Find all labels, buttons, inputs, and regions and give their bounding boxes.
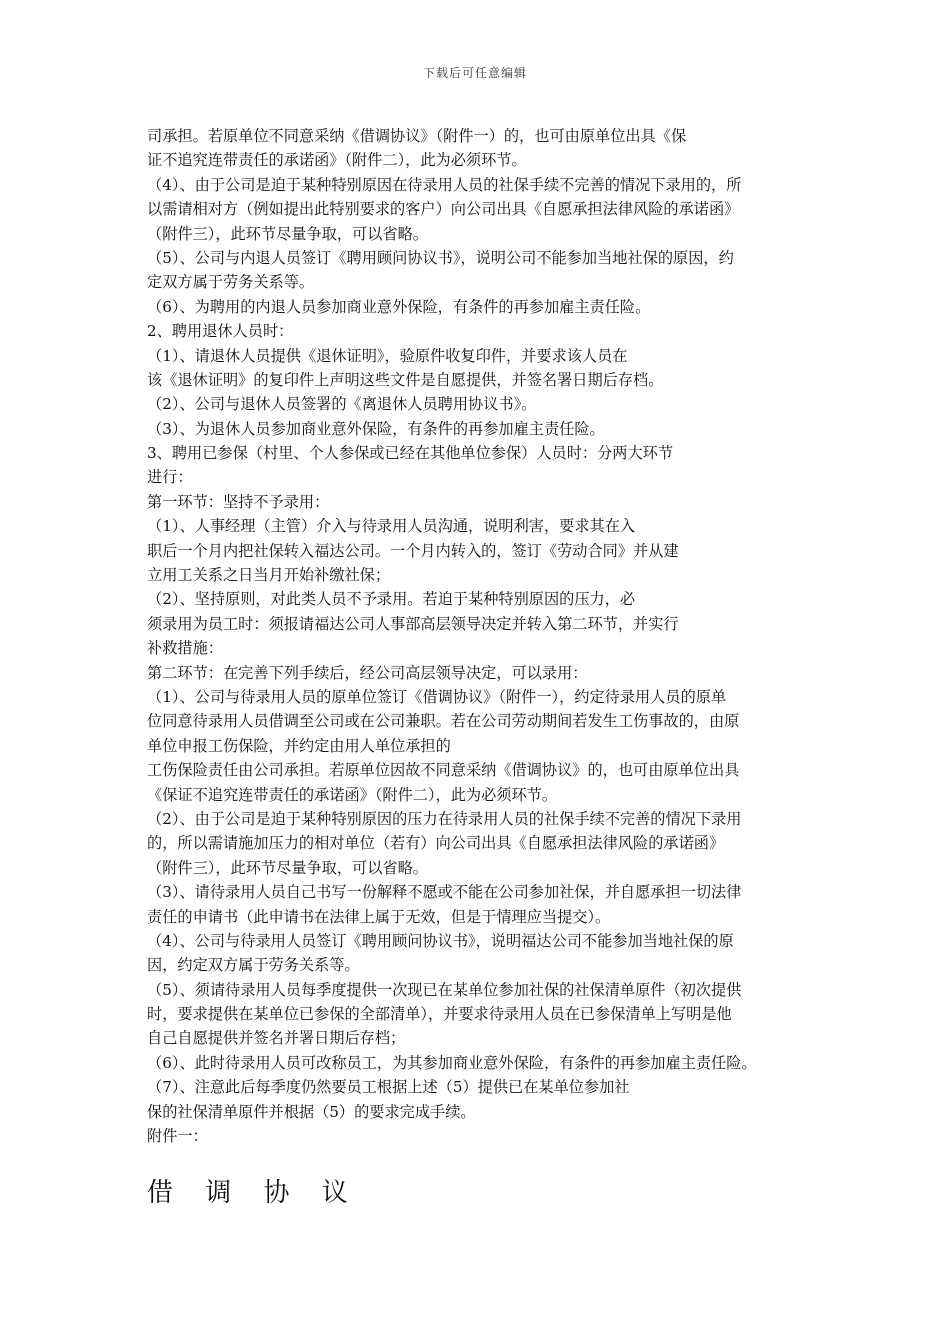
paragraph-line: 时，要求提供在某单位已参保的全部清单），并要求待录用人员在已参保清单上写明是他 <box>147 1005 732 1024</box>
paragraph-line: 定双方属于劳务关系等。 <box>147 273 315 292</box>
paragraph-line: 职后一个月内把社保转入福达公司。一个月内转入的，签订《劳动合同》并从建 <box>147 541 679 560</box>
paragraph-line: 以需请相对方（例如提出此特别要求的客户）向公司出具《自愿承担法律风险的承诺函》 <box>147 200 740 219</box>
paragraph-line: （2）、公司与退休人员签署的《离退休人员聘用协议书》。 <box>147 395 537 414</box>
paragraph-line: 责任的申请书（此申请书在法律上属于无效，但是于情理应当提交）。 <box>147 907 611 926</box>
paragraph-line: （3）、请待录用人员自己书写一份解释不愿或不能在公司参加社保，并自愿承担一切法律 <box>147 883 742 902</box>
paragraph-line: （1）、请退休人员提供《退休证明》，验原件收复印件，并要求该人员在 <box>147 346 628 365</box>
document-body <box>147 124 827 1148</box>
paragraph-line: （6）、此时待录用人员可改称员工，为其参加商业意外保险，有条件的再参加雇主责任险。 <box>147 1053 757 1072</box>
paragraph-line: （附件三），此环节尽量争取，可以省略。 <box>147 858 428 877</box>
paragraph-line: （6）、为聘用的内退人员参加商业意外保险，有条件的再参加雇主责任险。 <box>147 297 651 316</box>
paragraph-line: （4）、公司与待录用人员签订《聘用顾问协议书》，说明福达公司不能参加当地社保的原 <box>147 931 734 950</box>
paragraph-line: 司承担。若原单位不同意采纳《借调协议》（附件一）的，也可由原单位出具《保 <box>147 127 687 145</box>
paragraph-line: 单位申报工伤保险，并约定由用人单位承担的 <box>147 736 451 755</box>
paragraph-line: （5）、公司与内退人员签订《聘用顾问协议书》，说明公司不能参加当地社保的原因，约 <box>147 248 734 267</box>
paragraph-line: （附件三），此环节尽量争取，可以省略。 <box>147 224 428 243</box>
paragraph-line: （3）、为退休人员参加商业意外保险，有条件的再参加雇主责任险。 <box>147 419 605 438</box>
page-header: 下载后可任意编辑 <box>422 66 527 80</box>
paragraph-line: 因，约定双方属于劳务关系等。 <box>147 956 360 975</box>
paragraph-line: 保的社保清单原件并根据（5）的要求完成手续。 <box>147 1102 476 1121</box>
paragraph-line: 2、聘用退休人员时： <box>147 322 294 341</box>
paragraph-line: （4）、由于公司是迫于某种特别原因在待录用人员的社保手续不完善的情况下录用的，所 <box>147 175 742 194</box>
paragraph-line: 的，所以需请施加压力的相对单位（若有）向公司出具《自愿承担法律风险的承诺函》 <box>147 834 725 853</box>
paragraph-line: 第一环节：坚持不予录用： <box>147 492 330 511</box>
paragraph-line: （2）、坚持原则，对此类人员不予录用。若迫于某种特别原因的压力，必 <box>147 590 636 609</box>
paragraph-line: 位同意待录用人员借调至公司或在公司兼职。若在公司劳动期间若发生工伤事故的，由原 <box>147 712 740 731</box>
paragraph-line: 附件一： <box>147 1127 208 1146</box>
paragraph-line: 补救措施： <box>147 639 223 658</box>
paragraph-line: （2）、由于公司是迫于某种特别原因的压力在待录用人员的社保手续不完善的情况下录用 <box>147 809 742 828</box>
paragraph-line: 3、聘用已参保（村里、个人参保或已经在其他单位参保）人员时：分两大环节 <box>147 444 674 463</box>
paragraph-line: （5）、须请待录用人员每季度提供一次现已在某单位参加社保的社保清单原件（初次提供 <box>147 980 742 999</box>
paragraph-line: 须录用为员工时：须报请福达公司人事部高层领导决定并转入第二环节，并实行 <box>147 614 679 633</box>
paragraph-line: （1）、人事经理（主管）介入与待录用人员沟通，说明利害，要求其在入 <box>147 517 636 536</box>
paragraph-line: 该《退休证明》的复印件上声明这些文件是自愿提供，并签名署日期后存档。 <box>147 370 664 389</box>
paragraph-line: （7）、注意此后每季度仍然要员工根据上述（5）提供已在某单位参加社 <box>147 1078 630 1097</box>
agreement-title: 借 调 协 议 <box>147 1178 360 1208</box>
paragraph-line: 进行： <box>147 468 193 487</box>
paragraph-line: 自己自愿提供并签名并署日期后存档； <box>147 1029 406 1048</box>
paragraph-line: 工伤保险责任由公司承担。若原单位因故不同意采纳《借调协议》的，也可由原单位出具 <box>147 761 740 780</box>
paragraph-line: 第二环节：在完善下列手续后，经公司高层领导决定，可以录用： <box>147 663 588 682</box>
paragraph-line: （1）、公司与待录用人员的原单位签订《借调协议》（附件一），约定待录用人员的原单 <box>147 687 727 706</box>
paragraph-line: 立用工关系之日当月开始补缴社保； <box>147 566 390 585</box>
paragraph-line: 《保证不追究连带责任的承诺函》（附件二），此为必须环节。 <box>147 785 558 804</box>
paragraph-line: 证不追究连带责任的承诺函》（附件二），此为必须环节。 <box>147 151 527 170</box>
